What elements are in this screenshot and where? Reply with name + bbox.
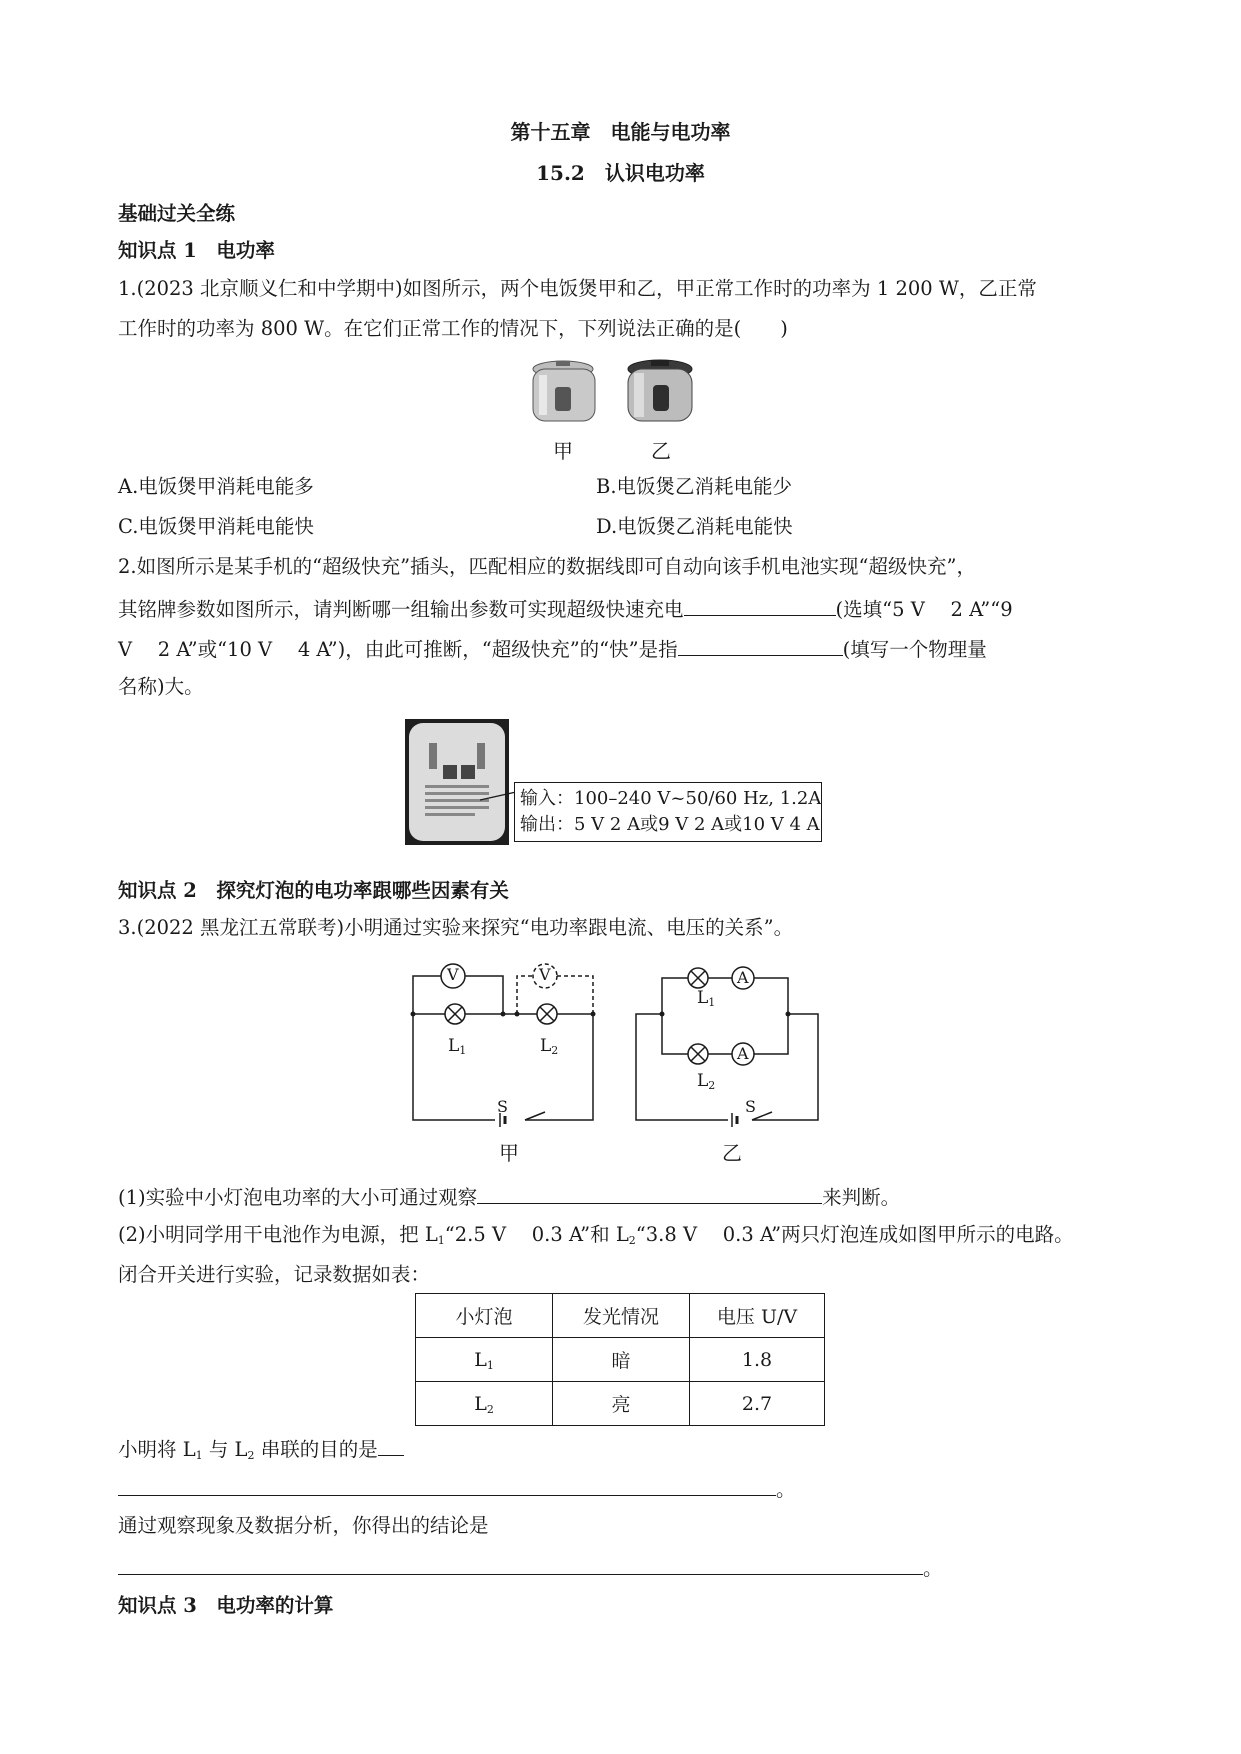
table-cell-state: 亮 <box>553 1382 690 1426</box>
q1-line-1: 1.(2023 北京顺义仁和中学期中)如图所示，两个电饭煲甲和乙，甲正常工作时的功率为 1 200 W，乙正常 <box>118 277 1037 300</box>
lamp-sub: 1 <box>486 1358 494 1372</box>
lamp-sub: 1 <box>708 996 716 1009</box>
table-cell-state: 暗 <box>553 1338 690 1382</box>
lamp-letter: L <box>474 1348 487 1371</box>
lamp-sub: 2 <box>551 1044 559 1057</box>
lamp-sub: 1 <box>459 1044 467 1057</box>
table-header-voltage: 电压 U/V <box>690 1294 825 1338</box>
q2-line-4: 名称)大。 <box>118 675 204 698</box>
cooker-label-a: 甲 <box>553 439 573 463</box>
table-cell-voltage: 1.8 <box>690 1338 825 1382</box>
knowledge-point-1: 知识点 1 电功率 <box>118 239 275 262</box>
q3-purpose <box>118 1437 404 1460</box>
section-heading: 基础过关全练 <box>118 202 236 225</box>
lamp-letter: L <box>448 1036 460 1056</box>
q3-sub-1 <box>118 1185 900 1208</box>
q3-line-1: 3.(2022 黑龙江五常联考)小明通过实验来探究“电功率跟电流、电压的关系”。 <box>118 916 794 939</box>
q2-line-3-text: V 2 A”或“10 V 4 A”)，由此可推断，“超级快充”的“快”是指 <box>118 638 678 661</box>
nameplate-box <box>514 782 822 842</box>
q3-sub-2 <box>118 1225 1074 1245</box>
q3-purpose-suffix: 串联的目的是 <box>254 1438 378 1461</box>
q3-purpose-blank-start[interactable] <box>378 1437 404 1456</box>
nameplate-input: 输入：100–240 V~50/60 Hz, 1.2A <box>520 788 822 809</box>
q3-sub-2-l2-sub: 2 <box>628 1234 636 1247</box>
nameplate-pointer <box>480 790 516 804</box>
q3-sub-2-l1-sub: 1 <box>437 1234 445 1247</box>
q3-conclusion-prompt: 通过观察现象及数据分析，你得出的结论是 <box>118 1514 489 1537</box>
q3-purpose-end: 。 <box>776 1478 796 1501</box>
q3-conclusion-end: 。 <box>923 1557 943 1580</box>
circuit-diagram-b <box>628 948 824 1136</box>
q3-answer-blank-1[interactable] <box>477 1185 822 1204</box>
table-row <box>416 1338 825 1382</box>
q2-line-1: 2.如图所示是某手机的“超级快充”插头，匹配相应的数据线即可自动向该手机电池实现“超级快充”， <box>118 555 976 578</box>
charger-image <box>405 719 509 845</box>
q3-purpose-l1-sub: 1 <box>195 1449 203 1462</box>
lamp-l2-label-a <box>540 1038 558 1055</box>
knowledge-point-3: 知识点 3 电功率的计算 <box>118 1594 334 1617</box>
section-title: 15.2 认识电功率 <box>536 161 705 185</box>
table-cell-voltage: 2.7 <box>690 1382 825 1426</box>
q2-line-2 <box>118 597 1013 620</box>
ammeter-2-label: A <box>737 1044 749 1063</box>
voltmeter-b-label: V <box>539 965 551 984</box>
table-header-lamp: 小灯泡 <box>416 1294 553 1338</box>
charger-photo <box>405 719 509 845</box>
table-cell-lamp <box>416 1382 553 1426</box>
q1-option-c: C.电饭煲甲消耗电能快 <box>118 515 314 538</box>
table-row <box>416 1382 825 1426</box>
q3-conclusion-line <box>118 1556 943 1579</box>
lamp-sub: 2 <box>486 1402 494 1416</box>
q3-sub-2-line-2: 闭合开关进行实验，记录数据如表： <box>118 1263 431 1286</box>
q3-purpose-mid: 与 L <box>202 1438 248 1461</box>
lamp-letter: L <box>540 1036 552 1056</box>
knowledge-point-2: 知识点 2 探究灯泡的电功率跟哪些因素有关 <box>118 879 509 902</box>
data-table <box>415 1293 825 1426</box>
lamp-l2-label-b <box>697 1073 715 1090</box>
table-header-row <box>416 1294 825 1338</box>
q1-option-a: A.电饭煲甲消耗电能多 <box>118 475 314 498</box>
nameplate-output: 输出：5 V 2 A或9 V 2 A或10 V 4 A <box>520 814 820 835</box>
q3-sub-2-mid: “2.5 V 0.3 A”和 L <box>444 1223 629 1246</box>
q1-line-2: 工作时的功率为 800 W。在它们正常工作的情况下，下列说法正确的是( ) <box>118 317 788 340</box>
q3-purpose-prefix: 小明将 L <box>118 1438 196 1461</box>
circuit-label-a: 甲 <box>499 1141 519 1165</box>
rice-cooker-photos <box>525 357 715 437</box>
q1-option-d: D.电饭煲乙消耗电能快 <box>596 515 793 538</box>
lamp-letter: L <box>697 988 709 1008</box>
q3-sub-2-prefix: (2)小明同学用干电池作为电源，把 L <box>118 1223 438 1246</box>
switch-label-a: S <box>497 1097 508 1116</box>
cooker-label-b: 乙 <box>651 439 671 463</box>
q2-answer-blank-2[interactable] <box>678 637 843 656</box>
chapter-title: 第十五章 电能与电功率 <box>510 120 731 144</box>
voltmeter-a-label: V <box>447 965 459 984</box>
table-cell-lamp <box>416 1338 553 1382</box>
q2-line-3-hint: (填写一个物理量 <box>842 638 987 661</box>
q3-purpose-l2-sub: 2 <box>247 1449 255 1462</box>
lamp-sub: 2 <box>708 1079 716 1092</box>
q2-answer-blank-1[interactable] <box>684 597 836 616</box>
q1-option-b: B.电饭煲乙消耗电能少 <box>596 475 793 498</box>
q3-conclusion-blank[interactable] <box>118 1556 923 1575</box>
q3-purpose-blank[interactable] <box>118 1477 776 1496</box>
q3-sub-1-text: (1)实验中小灯泡电功率的大小可通过观察 <box>118 1186 478 1209</box>
lamp-l1-label-b <box>697 990 715 1007</box>
q2-line-2-text: 其铭牌参数如图所示，请判断哪一组输出参数可实现超级快速充电 <box>118 598 684 621</box>
lamp-letter: L <box>697 1071 709 1091</box>
rice-cooker-a-image <box>533 361 595 421</box>
q2-line-2-hint: (选填“5 V 2 A”“9 <box>835 598 1013 621</box>
q3-sub-1-suffix: 来判断。 <box>822 1186 901 1209</box>
q2-line-3 <box>118 637 987 660</box>
rice-cooker-b-image <box>628 360 692 421</box>
circuit-label-b: 乙 <box>722 1141 742 1165</box>
q3-sub-2-suffix: “3.8 V 0.3 A”两只灯泡连成如图甲所示的电路。 <box>635 1223 1074 1246</box>
lamp-l1-label-a <box>448 1038 466 1055</box>
q3-purpose-line-2 <box>118 1477 796 1500</box>
lamp-letter: L <box>474 1392 487 1415</box>
ammeter-1-label: A <box>737 968 749 987</box>
table-header-state: 发光情况 <box>553 1294 690 1338</box>
switch-label-b: S <box>745 1097 756 1116</box>
